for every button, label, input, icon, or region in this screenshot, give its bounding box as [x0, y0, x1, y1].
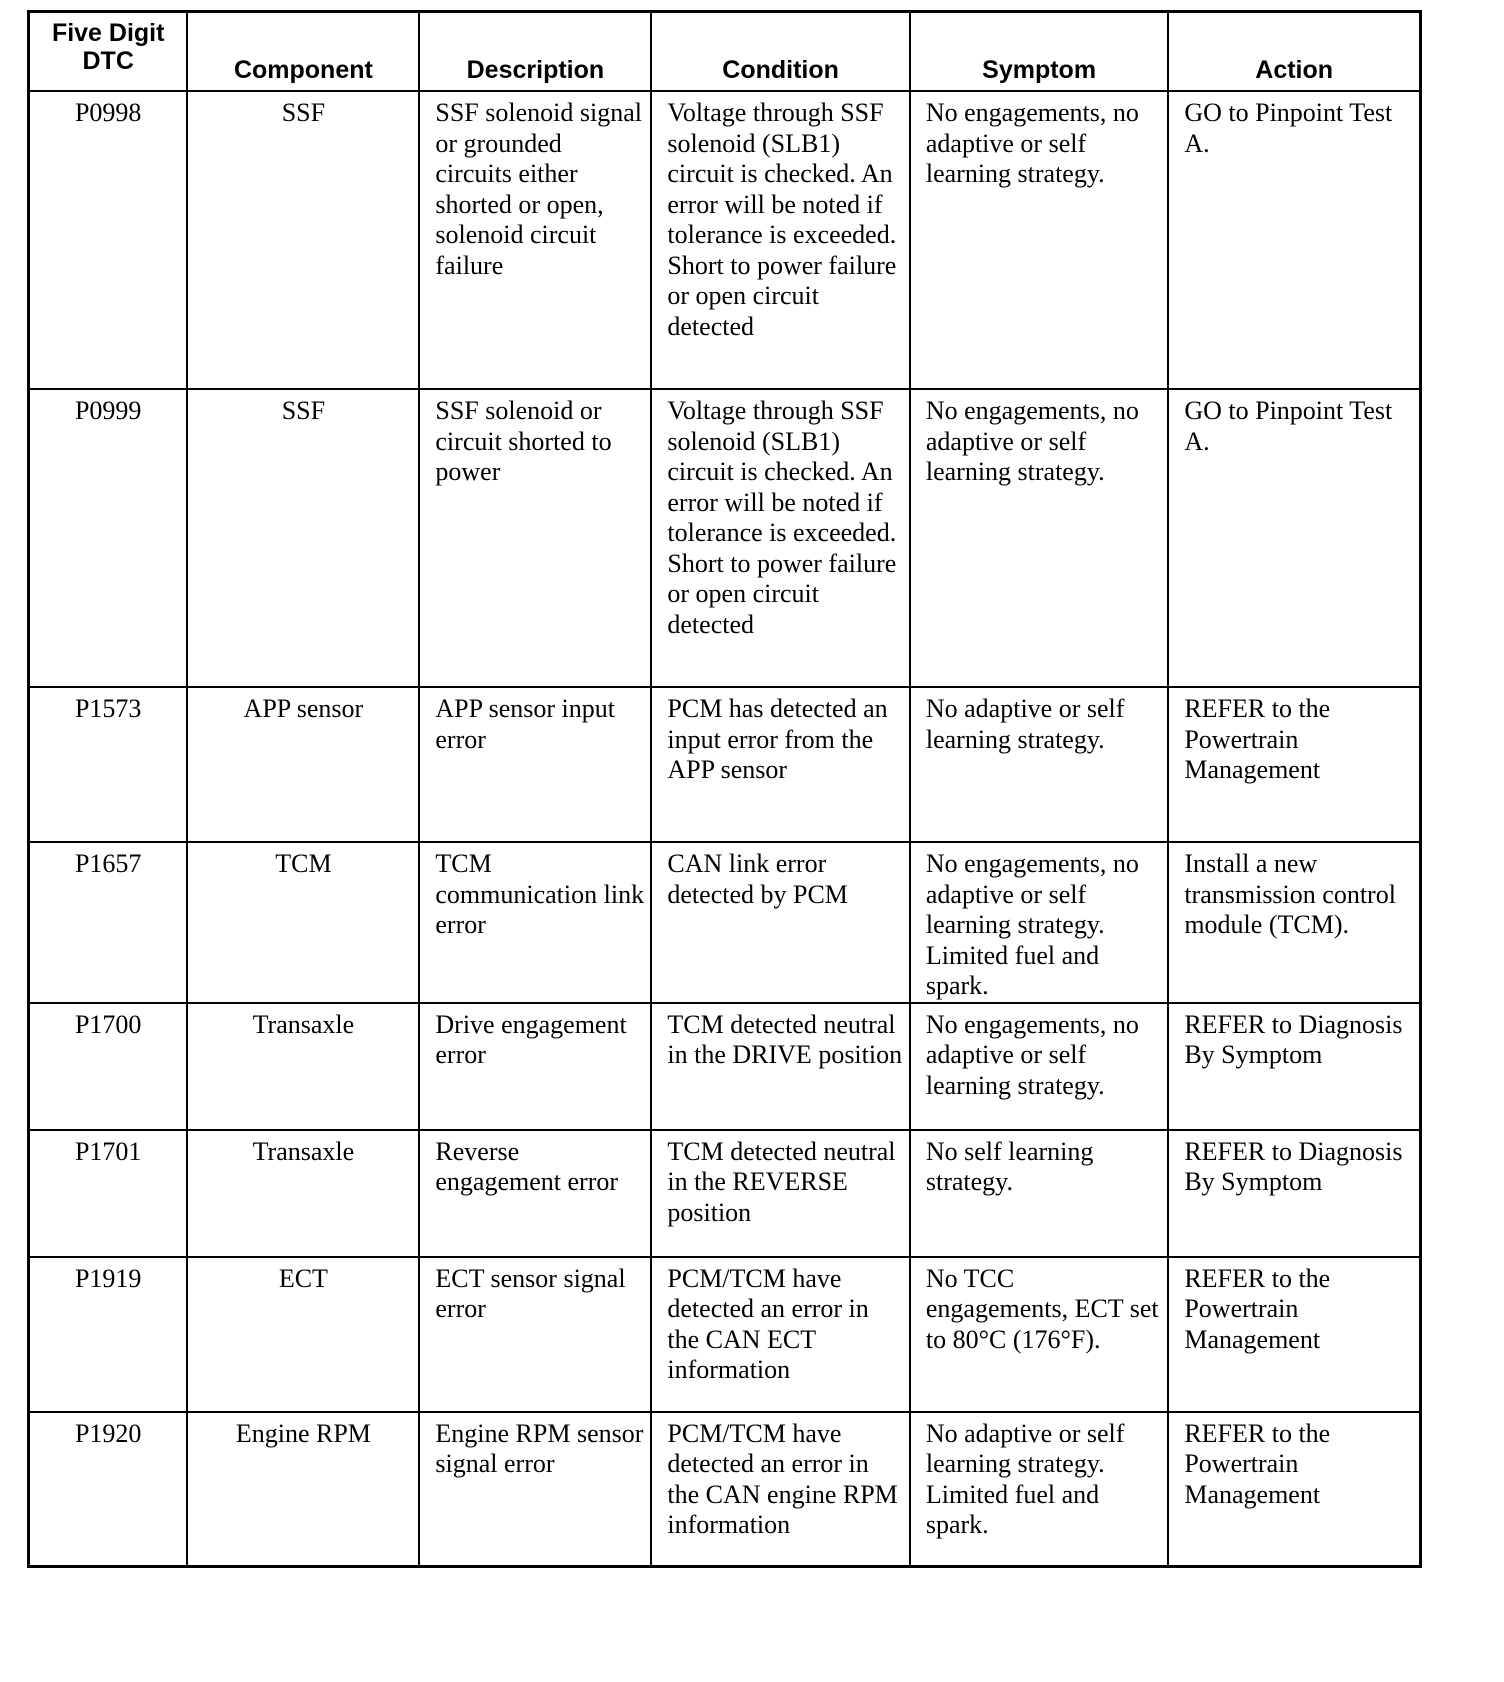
symptom-cell: No adaptive or self learning strategy. [910, 687, 1168, 842]
symptom-cell: No engagements, no adaptive or self learning strategy. [910, 1003, 1168, 1130]
description-cell: SSF solenoid or circuit shorted to power [419, 389, 651, 687]
table-row [29, 1003, 1421, 1130]
action-cell: GO to Pinpoint Test A. [1168, 91, 1420, 389]
symptom-cell: No engagements, no adaptive or self learning strategy. [910, 91, 1168, 389]
action-cell: REFER to Diagnosis By Symptom [1168, 1003, 1420, 1130]
header-symptom: Symptom [910, 12, 1168, 92]
component-cell: Transaxle [187, 1003, 419, 1130]
table-header [29, 12, 1421, 92]
condition-cell: TCM detected neutral in the REVERSE position [651, 1130, 909, 1257]
component-cell: Engine RPM [187, 1412, 419, 1567]
dtc-code: P0998 [29, 91, 188, 389]
component-cell: SSF [187, 91, 419, 389]
description-cell: Reverse engagement error [419, 1130, 651, 1257]
description-cell: APP sensor input error [419, 687, 651, 842]
header-row [29, 12, 1421, 92]
header-condition: Condition [651, 12, 909, 92]
action-cell: REFER to the Powertrain Management [1168, 1412, 1420, 1567]
description-cell: ECT sensor signal error [419, 1257, 651, 1412]
condition-cell: TCM detected neutral in the DRIVE position [651, 1003, 909, 1130]
action-cell: REFER to Diagnosis By Symptom [1168, 1130, 1420, 1257]
condition-cell: Voltage through SSF solenoid (SLB1) circuit is checked. An error will be noted if tolerance is exceeded. Short to power failure or open circuit detected [651, 389, 909, 687]
description-cell: Engine RPM sensor signal error [419, 1412, 651, 1567]
component-cell: APP sensor [187, 687, 419, 842]
dtc-code: P1920 [29, 1412, 188, 1567]
description-cell: TCM communication link error [419, 842, 651, 1003]
condition-cell: PCM/TCM have detected an error in the CAN engine RPM information [651, 1412, 909, 1567]
symptom-cell: No engagements, no adaptive or self learning strategy. Limited fuel and spark. [910, 842, 1168, 1003]
action-cell: REFER to the Powertrain Management [1168, 1257, 1420, 1412]
action-cell: GO to Pinpoint Test A. [1168, 389, 1420, 687]
table-row [29, 1412, 1421, 1567]
dtc-code: P1919 [29, 1257, 188, 1412]
symptom-cell: No self learning strategy. [910, 1130, 1168, 1257]
dtc-code: P1700 [29, 1003, 188, 1130]
description-cell: Drive engagement error [419, 1003, 651, 1130]
symptom-cell: No engagements, no adaptive or self learning strategy. [910, 389, 1168, 687]
condition-cell: CAN link error detected by PCM [651, 842, 909, 1003]
dtc-table [27, 10, 1422, 1568]
header-description: Description [419, 12, 651, 92]
component-cell: TCM [187, 842, 419, 1003]
table-row [29, 91, 1421, 389]
header-component: Component [187, 12, 419, 92]
action-cell: Install a new transmission control module (TCM). [1168, 842, 1420, 1003]
dtc-code: P1701 [29, 1130, 188, 1257]
condition-cell: PCM has detected an input error from the APP sensor [651, 687, 909, 842]
condition-cell: Voltage through SSF solenoid (SLB1) circuit is checked. An error will be noted if tolerance is exceeded. Short to power failure or open circuit detected [651, 91, 909, 389]
description-cell: SSF solenoid signal or grounded circuits either shorted or open, solenoid circuit failure [419, 91, 651, 389]
condition-cell: PCM/TCM have detected an error in the CAN ECT information [651, 1257, 909, 1412]
dtc-code: P1573 [29, 687, 188, 842]
component-cell: ECT [187, 1257, 419, 1412]
header-five-digit-dtc: Five Digit DTC [29, 12, 188, 92]
symptom-cell: No TCC engagements, ECT set to 80°C (176°F). [910, 1257, 1168, 1412]
table-row [29, 842, 1421, 1003]
header-action: Action [1168, 12, 1420, 92]
component-cell: Transaxle [187, 1130, 419, 1257]
component-cell: SSF [187, 389, 419, 687]
table-row [29, 389, 1421, 687]
action-cell: REFER to the Powertrain Management [1168, 687, 1420, 842]
table-row [29, 1130, 1421, 1257]
table-row [29, 687, 1421, 842]
dtc-code: P0999 [29, 389, 188, 687]
table-body [29, 91, 1421, 1567]
table-row [29, 1257, 1421, 1412]
dtc-code: P1657 [29, 842, 188, 1003]
symptom-cell: No adaptive or self learning strategy. Limited fuel and spark. [910, 1412, 1168, 1567]
